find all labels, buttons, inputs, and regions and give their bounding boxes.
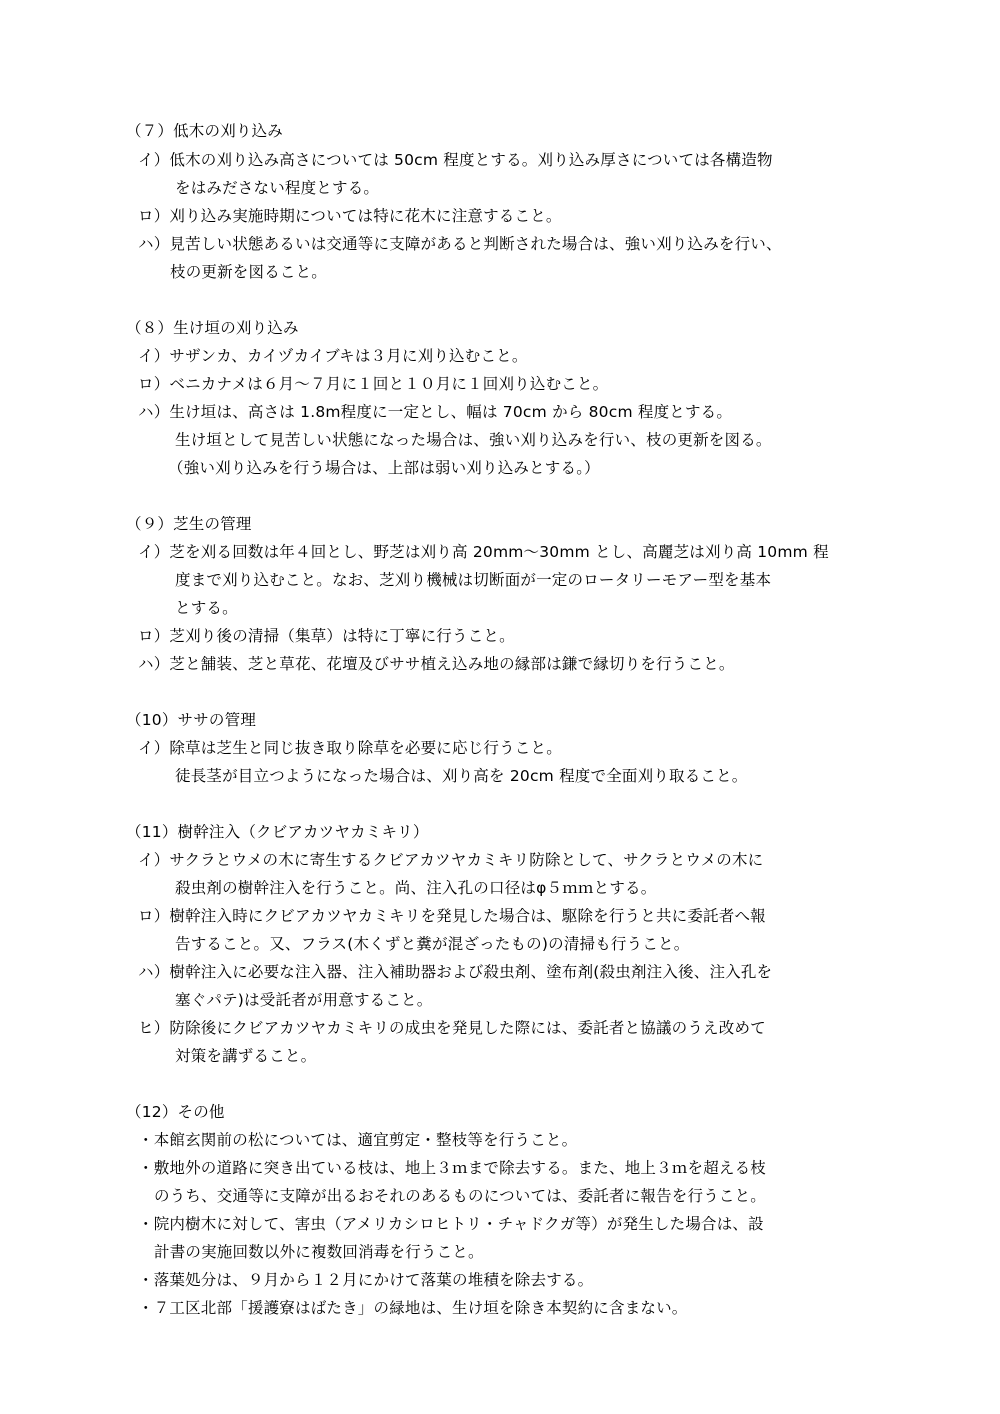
list-item-continuation: 告すること。又、フラス(木くずと糞が混ざったもの)の清掃も行うこと。: [175, 935, 690, 953]
section-heading-11: （11）樹幹注入（クビアカツヤカミキリ）: [126, 823, 429, 841]
list-item: ハ）生け垣は、高さは 1.8m程度に一定とし、幅は 70cm から 80cm 程度とする。: [138, 403, 733, 421]
list-item-continuation: 塞ぐパテ)は受託者が用意すること。: [175, 991, 433, 1009]
bullet-item-continuation: 計書の実施回数以外に複数回消毒を行うこと。: [154, 1243, 484, 1261]
list-item-continuation: 殺虫剤の樹幹注入を行うこと。尚、注入孔の口径はφ５ｍｍとする。: [175, 879, 657, 897]
list-item: ロ）ベニカナメは６月～７月に１回と１０月に１回刈り込むこと。: [138, 375, 609, 393]
list-item: ハ）見苦しい状態あるいは交通等に支障があると判断された場合は、強い刈り込みを行い、: [138, 235, 782, 253]
section-heading-7: （７）低木の刈り込み: [126, 122, 284, 140]
section-heading-10: （10）ササの管理: [126, 711, 257, 729]
list-item-continuation: 度まで刈り込むこと。なお、芝刈り機械は切断面が一定のロータリーモアー型を基本: [175, 571, 772, 589]
list-item: イ）除草は芝生と同じ抜き取り除草を必要に応じ行うこと。: [138, 739, 562, 757]
list-item-continuation: 徒長茎が目立つようになった場合は、刈り高を 20cm 程度で全面刈り取ること。: [175, 767, 748, 785]
list-item: ロ）芝刈り後の清掃（集草）は特に丁寧に行うこと。: [138, 627, 515, 645]
bullet-item: ・敷地外の道路に突き出ている枝は、地上３ｍまで除去する。また、地上３ｍを超える枝: [138, 1159, 767, 1177]
list-item: イ）サザンカ、カイヅカイブキは３月に刈り込むこと。: [138, 347, 528, 365]
list-item: イ）サクラとウメの木に寄生するクビアカツヤカミキリ防除として、サクラとウメの木に: [138, 851, 764, 869]
bullet-item: ・本館玄関前の松については、適宜剪定・整枝等を行うこと。: [138, 1131, 578, 1149]
list-item-continuation: 生け垣として見苦しい状態になった場合は、強い刈り込みを行い、枝の更新を図る。: [175, 431, 772, 449]
bullet-item: ・落葉処分は、９月から１２月にかけて落葉の堆積を除去する。: [138, 1271, 594, 1289]
section-heading-8: （８）生け垣の刈り込み: [126, 319, 299, 337]
list-item: ロ）刈り込み実施時期については特に花木に注意すること。: [138, 207, 562, 225]
list-item: ハ）樹幹注入に必要な注入器、注入補助器および殺虫剤、塗布剤(殺虫剤注入後、注入孔を: [138, 963, 773, 981]
list-item-continuation: をはみださない程度とする。: [175, 179, 380, 197]
list-item: ヒ）防除後にクビアカツヤカミキリの成虫を発見した際には、委託者と協議のうえ改めて: [138, 1019, 766, 1037]
list-item-continuation: 対策を講ずること。: [175, 1047, 317, 1065]
list-item: ロ）樹幹注入時にクビアカツヤカミキリを発見した場合は、駆除を行うと共に委託者へ報: [138, 907, 766, 925]
list-item-continuation: 枝の更新を図ること。: [170, 263, 328, 281]
section-heading-9: （９）芝生の管理: [126, 515, 252, 533]
list-item: イ）芝を刈る回数は年４回とし、野芝は刈り高 20mm～30mm とし、高麗芝は刈り高 10mm 程: [138, 543, 829, 561]
section-heading-12: （12）その他: [126, 1103, 225, 1121]
bullet-item: ・７工区北部「援護寮はばたき」の緑地は、生け垣を除き本契約に含まない。: [138, 1299, 688, 1317]
list-item-continuation: とする。: [175, 599, 238, 617]
list-item: ハ）芝と舗装、芝と草花、花壇及びササ植え込み地の縁部は鎌で縁切りを行うこと。: [138, 655, 735, 673]
list-item: イ）低木の刈り込み高さについては 50cm 程度とする。刈り込み厚さについては各構造物: [138, 151, 773, 169]
bullet-item-continuation: のうち、交通等に支障が出るおそれのあるものについては、委託者に報告を行うこと。: [154, 1187, 766, 1205]
list-item-continuation: （強い刈り込みを行う場合は、上部は弱い刈り込みとする。）: [168, 459, 600, 477]
bullet-item: ・院内樹木に対して、害虫（アメリカシロヒトリ・チャドクガ等）が発生した場合は、設: [138, 1215, 764, 1233]
